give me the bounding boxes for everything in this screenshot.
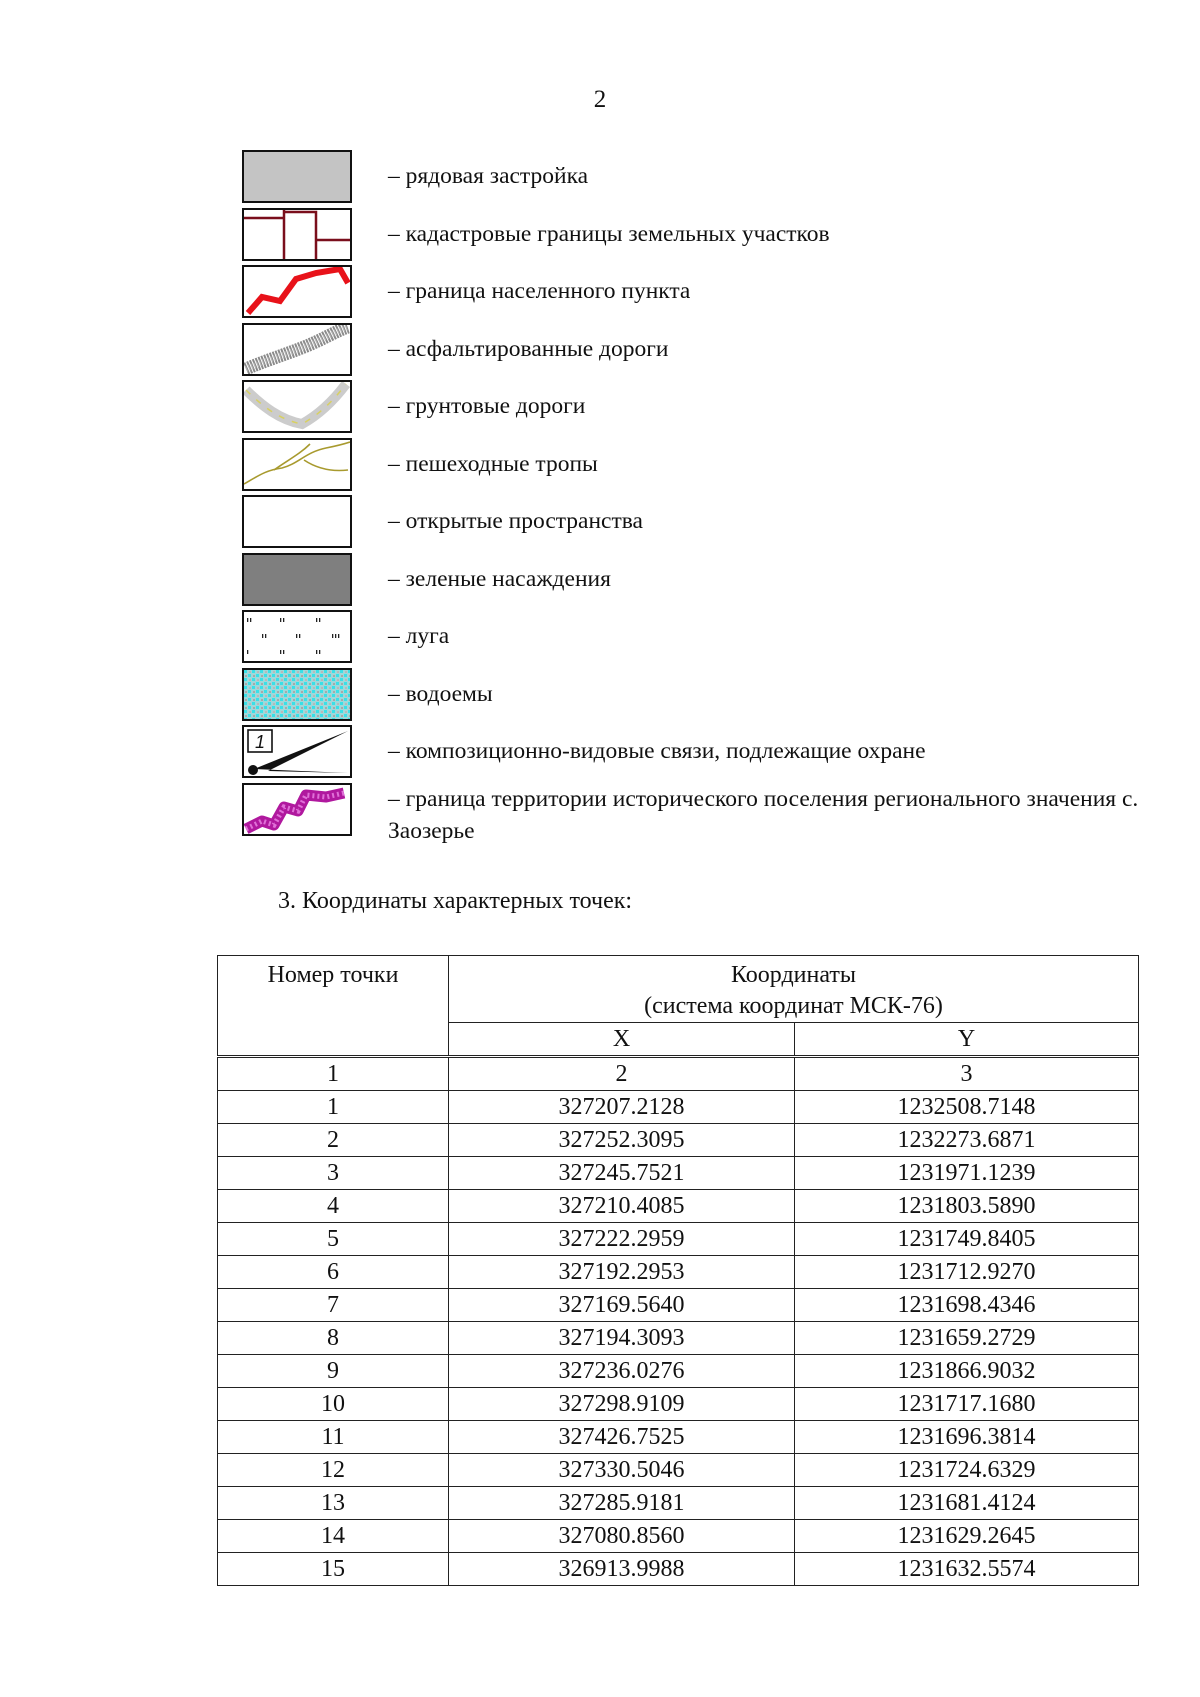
- column-number: 2: [449, 1057, 795, 1091]
- y-coordinate-cell: 1231971.1239: [795, 1157, 1139, 1190]
- settlement-boundary-swatch: [242, 265, 352, 318]
- table-row: [218, 1157, 1139, 1190]
- legend-item-green-plantings: [242, 551, 1162, 609]
- coordinates-table: [217, 955, 1139, 1586]
- point-number-cell: 10: [218, 1388, 449, 1421]
- table-row: [218, 1355, 1139, 1388]
- y-coordinate-cell: 1231717.1680: [795, 1388, 1139, 1421]
- open-spaces-swatch: [242, 495, 352, 548]
- legend-item-cadastral: [242, 206, 1162, 264]
- table-row: [218, 1223, 1139, 1256]
- table-row: [218, 1091, 1139, 1124]
- x-coordinate-cell: 327236.0276: [449, 1355, 795, 1388]
- coordinates-title: Координаты: [730, 962, 857, 988]
- y-coordinate-cell: 1231749.8405: [795, 1223, 1139, 1256]
- point-number-cell: 2: [218, 1124, 449, 1157]
- point-number-cell: 14: [218, 1520, 449, 1553]
- y-coordinate-cell: 1231632.5574: [795, 1553, 1139, 1586]
- point-number-cell: 15: [218, 1553, 449, 1586]
- legend-label: – композиционно-видовые связи, подлежащие охране: [388, 738, 926, 764]
- x-coordinate-cell: 327080.8560: [449, 1520, 795, 1553]
- legend-label: – кадастровые границы земельных участков: [388, 220, 830, 247]
- table-row: [218, 1124, 1139, 1157]
- column-header-point-number: Номер точки: [218, 956, 449, 1057]
- x-coordinate-cell: 327222.2959: [449, 1223, 795, 1256]
- x-coordinate-cell: 326913.9988: [449, 1553, 795, 1586]
- legend-label: – рядовая застройка: [388, 163, 589, 189]
- legend-item-dirt-roads: [242, 378, 1162, 436]
- green-plantings-swatch: [242, 553, 352, 606]
- column-header-x: X: [449, 1023, 795, 1057]
- column-header-y: Y: [795, 1023, 1139, 1057]
- row-buildings-swatch: [242, 150, 352, 203]
- x-coordinate-cell: 327298.9109: [449, 1388, 795, 1421]
- table-row: [218, 1256, 1139, 1289]
- legend-label: – грунтовые дороги: [388, 393, 586, 419]
- legend-label: – открытые пространства: [388, 508, 643, 534]
- legend-label: – водоемы: [388, 680, 493, 707]
- point-number-cell: 9: [218, 1355, 449, 1388]
- point-number-cell: 1: [218, 1091, 449, 1124]
- column-number-row: [218, 1057, 1139, 1091]
- cadastral-boundaries-swatch: [242, 208, 352, 261]
- table-row: [218, 1388, 1139, 1421]
- page-number: 2: [593, 86, 607, 113]
- table-row: [218, 1190, 1139, 1223]
- legend-item-meadows: [242, 608, 1162, 666]
- y-coordinate-cell: 1231681.4124: [795, 1487, 1139, 1520]
- x-coordinate-cell: 327169.5640: [449, 1289, 795, 1322]
- point-number-cell: 6: [218, 1256, 449, 1289]
- x-coordinate-cell: 327252.3095: [449, 1124, 795, 1157]
- x-coordinate-cell: 327207.2128: [449, 1091, 795, 1124]
- point-number-cell: 12: [218, 1454, 449, 1487]
- y-coordinate-cell: 1231698.4346: [795, 1289, 1139, 1322]
- legend-item-asphalt-roads: [242, 321, 1162, 379]
- table-row: [218, 1454, 1139, 1487]
- point-number-cell: 7: [218, 1289, 449, 1322]
- y-coordinate-cell: 1231629.2645: [795, 1520, 1139, 1553]
- legend-item-settlement-boundary: [242, 263, 1162, 321]
- meadows-swatch: [242, 610, 352, 663]
- section-title: 3. Координаты характерных точек:: [278, 888, 633, 914]
- legend-item-historic-settlement-boundary: [242, 781, 1162, 851]
- table-row: [218, 1553, 1139, 1586]
- view-connections-swatch: [242, 725, 352, 778]
- x-coordinate-cell: 327192.2953: [449, 1256, 795, 1289]
- y-coordinate-cell: 1231866.9032: [795, 1355, 1139, 1388]
- y-coordinate-cell: 1232508.7148: [795, 1091, 1139, 1124]
- coordinate-system: (система координат МСК-76): [644, 993, 943, 1019]
- y-coordinate-cell: 1231659.2729: [795, 1322, 1139, 1355]
- column-header-coordinates: [449, 956, 1139, 1023]
- legend-label: – пешеходные тропы: [388, 450, 598, 477]
- legend-label: – асфальтированные дороги: [388, 335, 669, 362]
- footpaths-swatch: [242, 438, 352, 491]
- table-row: [218, 1289, 1139, 1322]
- table-row: [218, 1487, 1139, 1520]
- column-number: 1: [218, 1057, 449, 1091]
- x-coordinate-cell: 327426.7525: [449, 1421, 795, 1454]
- legend-label: – зеленые насаждения: [388, 565, 611, 592]
- dirt-roads-swatch: [242, 380, 352, 433]
- point-number-cell: 3: [218, 1157, 449, 1190]
- map-legend: [242, 148, 1162, 851]
- column-number: 3: [795, 1057, 1139, 1091]
- point-number-cell: 5: [218, 1223, 449, 1256]
- legend-label: – граница населенного пункта: [388, 278, 691, 304]
- table-row: [218, 1520, 1139, 1553]
- table-row: [218, 1421, 1139, 1454]
- legend-item-row-buildings: [242, 148, 1162, 206]
- legend-item-view-connections: [242, 723, 1162, 781]
- water-bodies-swatch: [242, 668, 352, 721]
- table-row: [218, 1322, 1139, 1355]
- point-number-cell: 4: [218, 1190, 449, 1223]
- y-coordinate-cell: 1231712.9270: [795, 1256, 1139, 1289]
- legend-item-footpaths: [242, 436, 1162, 494]
- point-number-cell: 11: [218, 1421, 449, 1454]
- legend-label: – луга: [388, 623, 450, 649]
- y-coordinate-cell: 1231696.3814: [795, 1421, 1139, 1454]
- asphalt-roads-swatch: [242, 323, 352, 376]
- legend-item-water-bodies: [242, 666, 1162, 724]
- x-coordinate-cell: 327194.3093: [449, 1322, 795, 1355]
- x-coordinate-cell: 327330.5046: [449, 1454, 795, 1487]
- point-number-cell: 8: [218, 1322, 449, 1355]
- x-coordinate-cell: 327210.4085: [449, 1190, 795, 1223]
- legend-label: – граница территории исторического поселения регионального значения с. Заозерье: [388, 785, 1139, 844]
- y-coordinate-cell: 1231724.6329: [795, 1454, 1139, 1487]
- historic-settlement-boundary-swatch: [242, 783, 352, 836]
- x-coordinate-cell: 327285.9181: [449, 1487, 795, 1520]
- y-coordinate-cell: 1232273.6871: [795, 1124, 1139, 1157]
- view-connection-number: 1: [254, 732, 266, 752]
- point-number-cell: 13: [218, 1487, 449, 1520]
- y-coordinate-cell: 1231803.5890: [795, 1190, 1139, 1223]
- x-coordinate-cell: 327245.7521: [449, 1157, 795, 1190]
- legend-item-open-spaces: [242, 493, 1162, 551]
